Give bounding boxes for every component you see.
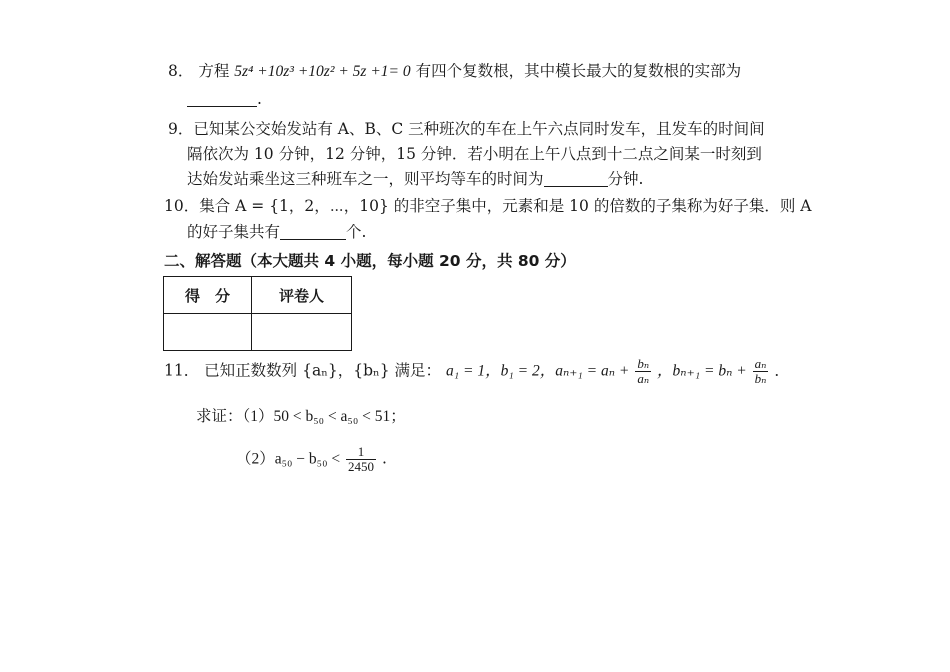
question-9-line2 [187,143,762,165]
q8-prefix: 方程 [198,62,230,80]
q9-line1: 已知某公交始发站有 A、B、C 三种班次的车在上午六点同时发车，且发车的时间间 [193,120,765,138]
section-2-heading: 二、解答题（本大题共 4 小题，每小题 20 分，共 80 分） [164,252,576,270]
q9-answer-blank[interactable] [544,170,608,187]
q11-frac2-num: aₙ [754,356,767,371]
q9-line2: 隔依次为 10 分钟，12 分钟，15 分钟．若小明在上午八点到十二点之间某一时刻到 [187,145,762,163]
q10-answer-blank[interactable] [280,223,346,240]
score-cell[interactable] [164,314,252,351]
q10-line2-pre: 的好子集共有 [187,223,281,241]
q11-frac1-num: bₙ [637,356,650,371]
q10-line1: 集合 A = {1，2，⋯，10} 的非空子集中，元素和是 10 的倍数的子集称为好子集．则 A [199,197,812,215]
question-11-line1 [164,357,790,386]
q11-frac2 [753,357,769,386]
q11-cond1: a₁ = 1，b₁ = 2，aₙ₊₁ = aₙ + [446,362,630,380]
q8-end: . [257,90,262,108]
question-8-line1 [168,60,741,83]
q8-number: 8． [168,62,194,80]
q11-frac2-den: bₙ [754,371,767,386]
q11-frac1 [635,357,651,386]
q10-number: 10． [164,197,200,215]
q11-cond2: ，bₙ₊₁ = bₙ + [657,362,747,380]
q11-intro: 已知正数数列 {aₙ}，{bₙ} 满足： [204,361,442,380]
grader-header: 评卷人 [252,277,352,314]
question-9-line3 [187,168,643,190]
q10-line2-post: 个. [346,223,367,241]
q11-frac1-den: aₙ [637,371,650,386]
score-table [163,276,352,351]
q11-number: 11． [164,361,200,380]
question-8-line2 [187,88,262,110]
q11-prove-label: 求证： [196,407,243,425]
q9-number: 9． [168,120,194,138]
q11-part2-pre: （2）a₅₀ − b₅₀ < [236,450,341,468]
score-header: 得 分 [164,277,252,314]
q9-line3-post: 分钟. [607,170,644,188]
q8-equation: 5z⁴ +10z³ +10z² + 5z +1= 0 [234,63,411,80]
q8-suffix: 有四个复数根，其中模长最大的复数根的实部为 [415,62,742,80]
q11-part2-den: 2450 [348,459,375,474]
q11-part2-num: 1 [346,445,376,460]
question-9-line1 [168,118,765,140]
question-10-line2 [187,221,366,243]
q11-part2-line [236,445,387,474]
q11-part1: （1）50 < b₅₀ < a₅₀ < 51； [242,408,406,425]
q8-answer-blank[interactable] [187,90,257,107]
q9-line3-pre: 达始发站乘坐这三种班车之一，则平均等车的时间为 [187,170,544,188]
q11-part2-frac [346,445,376,474]
q11-prove-line [196,405,406,428]
q11-cond-end: ． [774,361,790,380]
q11-part2-end: . [381,449,387,468]
grader-cell[interactable] [252,314,352,351]
question-10-line1 [164,195,811,217]
